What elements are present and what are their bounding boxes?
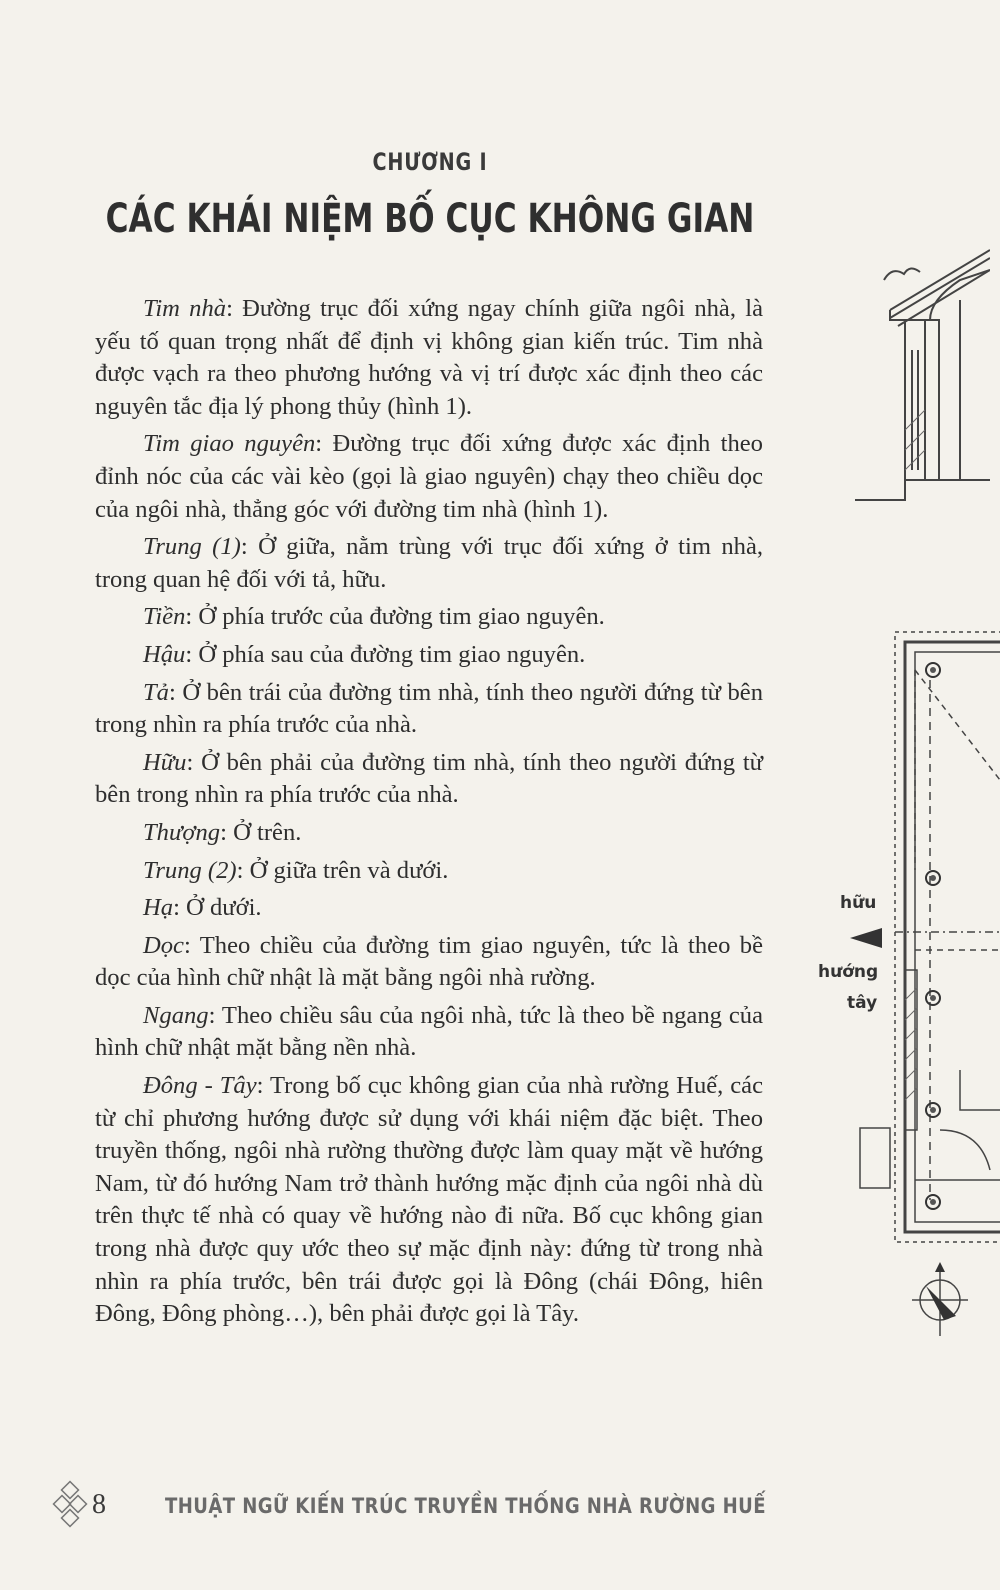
term: Hữu — [143, 748, 187, 776]
definition: : Ở giữa, nằm trùng với trục đối xứng ở tim nhà, trong quan hệ đối với tả, hữu. — [95, 533, 764, 593]
paragraph-tim-nha — [95, 293, 763, 423]
term: Tim nhà — [143, 295, 227, 322]
direction-arrow-icon — [850, 928, 882, 948]
definition: : Ở bên phải của đường tim nhà, tính theo người đứng từ bên trong nhìn ra phía trước của nhà. — [95, 748, 763, 809]
page-number: 8 — [92, 1489, 106, 1520]
plan-label-huu: hữu — [840, 893, 877, 913]
plan-label-huong: hướng — [818, 962, 879, 982]
body-text — [95, 293, 763, 1336]
paragraph-ngang — [95, 1000, 763, 1065]
diamond-ornament-icon — [52, 1478, 96, 1534]
definition: : Trong bố cục không gian của nhà rường Huế, các từ chỉ phương hướng được sử dụng với khái niệm đặc biệt. Theo truyền thống, ngôi nhà rường thường được làm quay mặt về hướng Nam, từ đó hướng Nam trở thành hướng mặc định của ngôi nhà dù trên thực tế nhà có quay về hướng nào đi nữa. Bố cục không gian trong nhà được quy ước theo sự mặc định này: đứng từ trong nhà nhìn ra phía trước, bên trái được gọi là Đông (chái Đông, hiên Đông, Đông phòng…), bên phải được gọi là Tây. — [95, 1072, 764, 1328]
paragraph-tim-giao-nguyen — [95, 428, 763, 526]
plan-label-tay: tây — [847, 993, 878, 1013]
definition: : Theo chiều sâu của ngôi nhà, tức là theo bề ngang của hình chữ nhật mặt bằng nền nhà. — [95, 1001, 763, 1062]
term: Thượng — [143, 818, 221, 846]
definition: : Đường trục đối xứng ngay chính giữa ngôi nhà, là yếu tố quan trọng nhất để định vị không gian kiến trúc. Tim nhà được vạch ra theo phương hướng và vị trí được xác định theo các nguyên tắc địa lý phong thủy (hình 1). — [95, 295, 763, 420]
term: Dọc — [143, 931, 184, 959]
paragraph-tien — [95, 601, 763, 634]
definition: : Ở dưới. — [173, 894, 262, 922]
roof-elevation-drawing — [850, 240, 990, 520]
paragraph-hau — [95, 639, 763, 672]
paragraph-huu — [95, 747, 763, 812]
term: Tim giao nguyên — [143, 430, 316, 458]
definition: : Đường trục đối xứng được xác định theo đỉnh nóc của các vài kèo (gọi là giao nguyên) chạy theo chiều dọc của ngôi nhà, thẳng góc với đường tim nhà (hình 1). — [95, 430, 763, 523]
term: Tả — [143, 678, 169, 706]
term: Tiền — [143, 603, 186, 631]
compass-icon — [912, 1262, 968, 1336]
paragraph-doc — [95, 930, 763, 995]
paragraph-thuong — [95, 817, 763, 850]
paragraph-trung-2 — [95, 855, 763, 888]
term: Hạ — [143, 894, 174, 922]
term: Hậu — [143, 640, 186, 668]
floor-plan-drawing — [800, 620, 1000, 1360]
definition: : Ở phía trước của đường tim giao nguyên. — [185, 603, 605, 631]
term: Trung (1) — [143, 533, 241, 561]
term: Ngang — [143, 1001, 209, 1029]
paragraph-trung-1 — [95, 531, 763, 596]
definition: : Theo chiều của đường tim giao nguyên, tức là theo bề dọc của hình chữ nhật là mặt bằng ngôi nhà rường. — [95, 931, 763, 992]
running-head: THUẬT NGỮ KIẾN TRÚC TRUYỀN THỐNG NHÀ RƯỜNG HUẾ — [165, 1494, 766, 1518]
paragraph-ta — [95, 677, 763, 742]
definition: : Ở giữa trên và dưới. — [236, 856, 449, 884]
paragraph-dong-tay — [95, 1070, 763, 1331]
definition: : Ở trên. — [220, 818, 302, 846]
definition: : Ở phía sau của đường tim giao nguyên. — [185, 640, 586, 668]
chapter-label: CHƯƠNG I — [372, 148, 488, 176]
term: Trung (2) — [143, 856, 237, 884]
chapter-title: CÁC KHÁI NIỆM BỐ CỤC KHÔNG GIAN — [105, 196, 755, 242]
term: Đông - Tây — [143, 1072, 257, 1100]
definition: : Ở bên trái của đường tim nhà, tính theo người đứng từ bên trong nhìn ra phía trước của nhà. — [95, 678, 763, 739]
paragraph-ha — [95, 892, 763, 925]
